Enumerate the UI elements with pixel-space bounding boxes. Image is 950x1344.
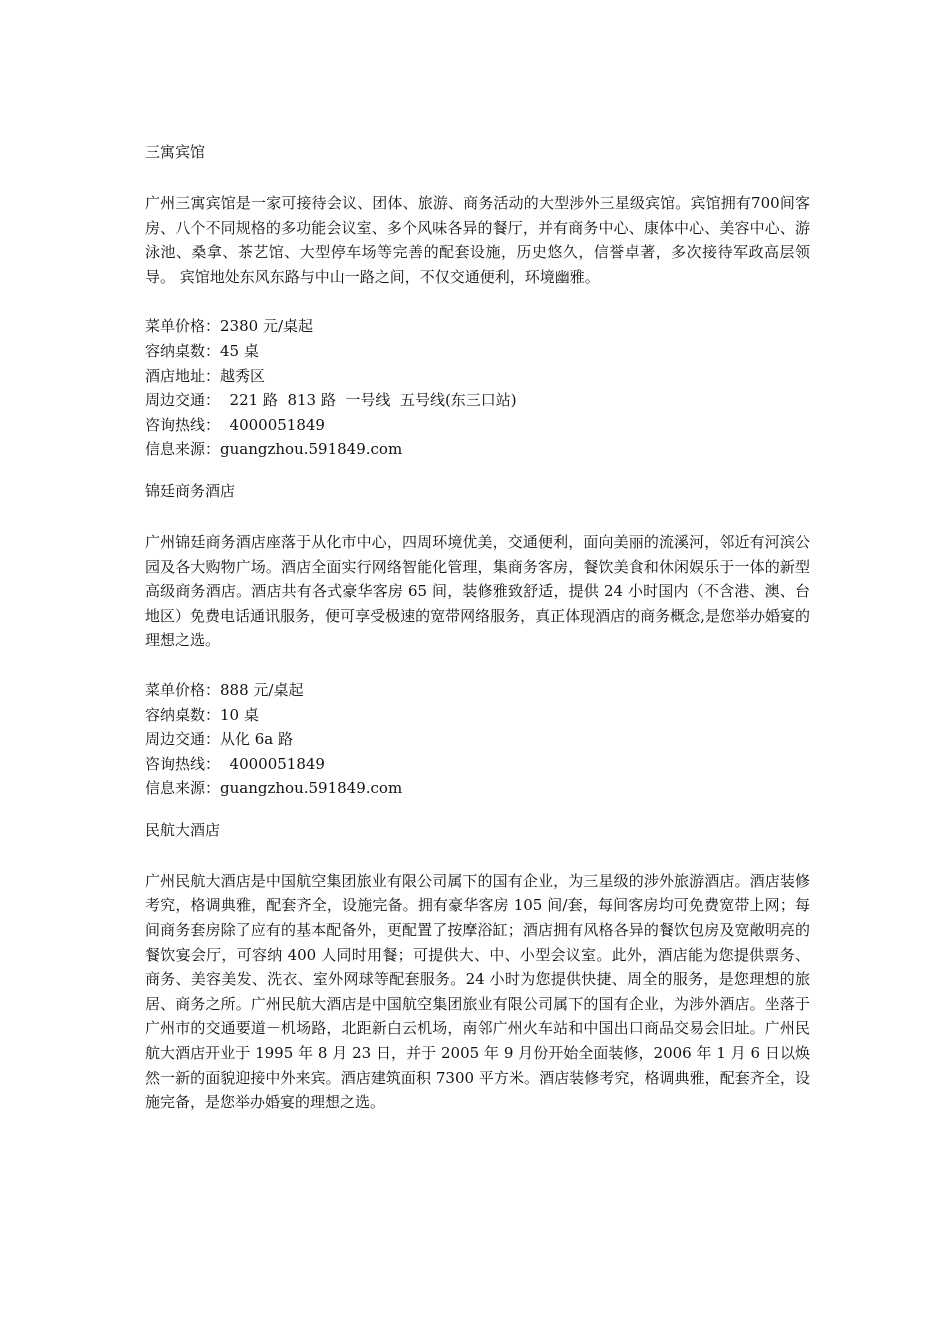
hotel-title: 三寓宾馆: [145, 143, 206, 161]
hotel-title: 民航大酒店: [145, 820, 221, 839]
table-capacity: 容纳桌数：45 桌: [145, 341, 259, 360]
hotel-description: 广州民航大酒店是中国航空集团旅业有限公司属下的国有企业，为三星级的涉外旅游酒店。酒店装修考究，格调典雅，配套齐全，设施完备。拥有豪华客房 105 间/套，每间客房均可免费宽带上网；每间商务套房除了应有的基本配备外，更配置了按摩浴缸；酒店拥有风格各异的餐饮包房及宽敞明亮的餐饮宴会厅，可容纳 400 人同时用餐；可提供大、中、小型会议室。此外，酒店能为您提供票务、商务、美容美发、洗衣、室外网球等配套服务。24 小时为您提供快捷、周全的服务，是您理想的旅居、商务之所。广州民航大酒店是中国航空集团旅业有限公司属下的国有企业，为涉外酒店。坐落于广州市的交通要道－机场路，北距新白云机场，南邻广州火车站和中国出口商品交易会旧址。广州民航大酒店开业于 1995 年 8 月 23 日，并于 2005 年 9 月份开始全面装修，2006 年 1 月 6 日以焕然一新的面貌迎接中外来宾。酒店建筑面积 7300 平方米。酒店装修考究，格调典雅，配套齐全，设施完备，是您举办婚宴的理想之选。: [145, 871, 810, 1112]
menu-price: 菜单价格：888 元/桌起: [145, 680, 304, 699]
info-source: 信息来源：guangzhou.591849.com: [145, 779, 403, 798]
table-capacity: 容纳桌数：10 桌: [145, 705, 259, 724]
hotel-description: 广州锦廷商务酒店座落于从化市中心，四周环境优美，交通便利，面向美丽的流溪河，邻近有河滨公园及各大购物广场。酒店全面实行网络智能化管理，集商务客房，餐饮美食和休闲娱乐于一体的新型高级商务酒店。酒店共有各式豪华客房 65 间，装修雅致舒适，提供 24 小时国内（不含港、澳、台地区）免费电话通讯服务，便可享受极速的宽带网络服务，真正体现酒店的商务概念,是您举办婚宴的理想之选。: [145, 532, 810, 650]
hotel-title: 锦廷商务酒店: [145, 481, 236, 500]
hotel-address: 酒店地址：越秀区: [145, 366, 266, 385]
hotel-description: 广州三寓宾馆是一家可接待会议、团体、旅游、商务活动的大型涉外三星级宾馆。宾馆拥有700间客房、八个不同规格的多功能会议室、多个风味各异的餐厅，并有商务中心、康体中心、美容中心、游泳池、桑拿、茶艺馆、大型停车场等完善的配套设施，历史悠久，信誉卓著，多次接待军政高层领导。 宾馆地处东风东路与中山一路之间，不仅交通便利，环境幽雅。: [145, 194, 810, 286]
hotel-info-list: [145, 314, 810, 462]
hotline: 咨询热线： 4000051849: [145, 415, 325, 434]
hotel-info-list: [145, 678, 810, 801]
hotel-section-minhang: [145, 818, 810, 1115]
info-source: 信息来源：guangzhou.591849.com: [145, 440, 403, 459]
nearby-transport: 周边交通：从化 6a 路: [145, 730, 294, 749]
hotel-section-sanyu: [145, 140, 810, 462]
hotline: 咨询热线： 4000051849: [145, 754, 325, 773]
nearby-transport: 周边交通： 221 路 813 路 一号线 五号线(东三口站): [145, 391, 517, 410]
document-page: [145, 140, 810, 1115]
menu-price: 菜单价格：2380 元/桌起: [145, 317, 313, 336]
hotel-section-jinting: [145, 479, 810, 801]
